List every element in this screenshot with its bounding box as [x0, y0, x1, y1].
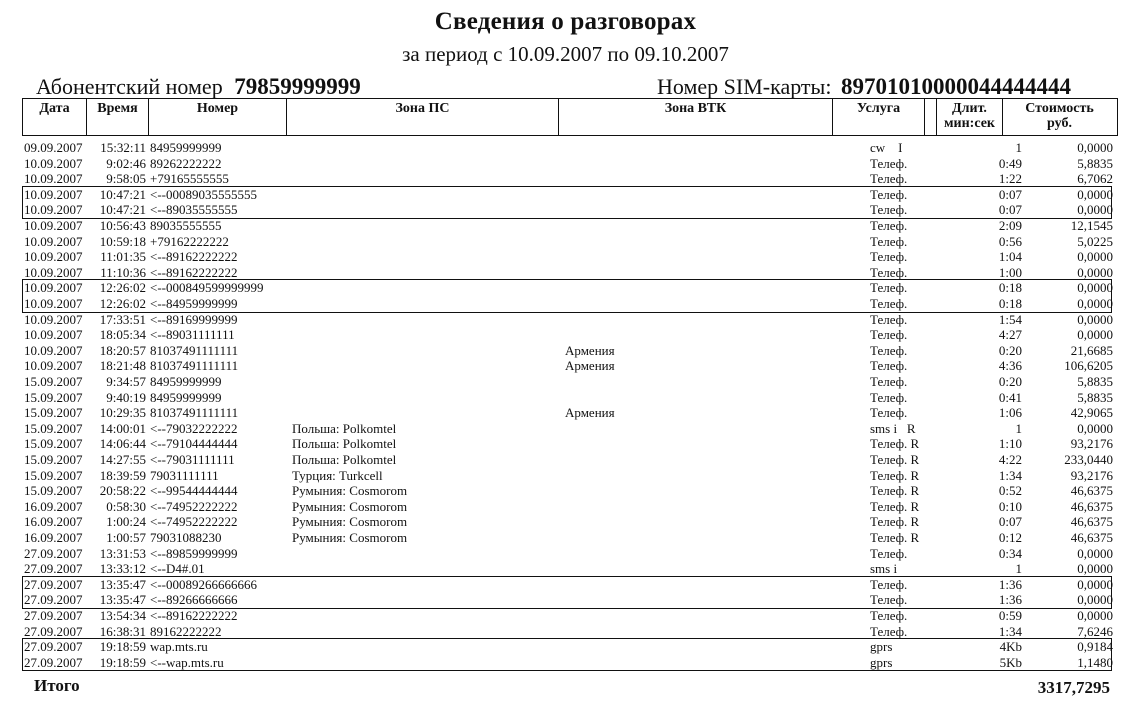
cell-service: cw I [870, 140, 903, 155]
total-amount: 3317,7295 [1037, 678, 1110, 697]
cell-service: Телеф. [870, 545, 908, 561]
cell-time: 13:54:34 [99, 608, 146, 623]
cell-duration: 0:10 [998, 498, 1022, 514]
cell-duration: 2:09 [998, 218, 1022, 233]
cell-zone-vtk: Армения [565, 405, 615, 421]
cell-cost: 6,7062 [1077, 171, 1113, 187]
header-zone-ps: Зона ПС [287, 99, 559, 135]
cell-number: <--89859999999 [150, 545, 238, 561]
cell-cost: 12,1545 [1070, 218, 1113, 233]
table-row [22, 343, 1118, 359]
table-row [22, 374, 1118, 390]
cell-service: Телеф. [870, 186, 908, 202]
cell-time: 9:02:46 [106, 155, 146, 171]
header-cost [1003, 99, 1116, 135]
header-zone-vtk: Зона ВТК [559, 99, 833, 135]
table-row [22, 624, 1118, 640]
cell-duration: 0:07 [998, 186, 1022, 202]
cell-zone-ps: Польша: Polkomtel [292, 420, 397, 436]
cell-cost: 0,0000 [1077, 561, 1113, 577]
cell-time: 1:00:24 [106, 514, 146, 530]
cell-duration: 1:06 [998, 405, 1022, 421]
cell-time: 12:26:02 [99, 296, 146, 311]
cell-date: 15.09.2007 [24, 483, 83, 499]
total-label: Итого [34, 676, 80, 695]
cell-time: 18:05:34 [99, 327, 146, 343]
cell-duration: 0:18 [998, 280, 1022, 296]
cell-duration: 1:36 [998, 592, 1022, 608]
cell-duration: 4Kb [999, 639, 1022, 655]
cell-date: 15.09.2007 [24, 436, 83, 452]
cell-date: 10.09.2007 [24, 264, 83, 280]
cell-cost: 0,0000 [1077, 327, 1113, 343]
table-row [22, 327, 1118, 343]
cell-number: 89162222222 [150, 623, 222, 639]
cell-number: 84959999999 [150, 140, 222, 155]
cell-service: Телеф. R [870, 467, 920, 483]
cell-service: Телеф. [870, 280, 908, 296]
subscriber-label: Абонентский номер [36, 74, 223, 99]
cell-date: 27.09.2007 [24, 561, 83, 577]
cell-time: 10:47:21 [99, 186, 146, 202]
cell-cost: 46,6375 [1070, 530, 1113, 545]
cell-cost: 46,6375 [1070, 514, 1113, 530]
cell-service: Телеф. [870, 218, 908, 233]
cell-cost: 46,6375 [1070, 498, 1113, 514]
cell-cost: 0,0000 [1077, 186, 1113, 202]
cell-number: <--79032222222 [150, 420, 238, 436]
cell-cost: 0,9184 [1077, 639, 1113, 655]
cell-time: 20:58:22 [99, 483, 146, 499]
table-row [22, 561, 1118, 577]
cell-date: 15.09.2007 [24, 389, 83, 405]
header-cost-line2: руб. [1047, 116, 1072, 131]
cell-service: Телеф. [870, 233, 908, 249]
cell-cost: 5,8835 [1077, 374, 1113, 389]
cell-number: <--D4#.01 [150, 561, 205, 577]
cell-time: 10:56:43 [99, 218, 146, 233]
cell-date: 09.09.2007 [24, 140, 83, 155]
table-row [22, 483, 1118, 499]
table-row [22, 156, 1118, 172]
cell-cost: 0,0000 [1077, 249, 1113, 265]
cell-service: Телеф. [870, 374, 908, 389]
header-time: Время [87, 99, 149, 135]
cell-service: Телеф. [870, 264, 908, 280]
cell-time: 0:58:30 [106, 498, 146, 514]
cell-zone-vtk: Армения [565, 358, 615, 374]
cell-cost: 0,0000 [1077, 545, 1113, 561]
table-row [22, 608, 1118, 624]
table-row [22, 358, 1118, 374]
table-row [22, 405, 1118, 421]
cell-date: 10.09.2007 [24, 171, 83, 187]
cell-zone-ps: Польша: Polkomtel [292, 436, 397, 452]
cell-zone-ps: Румыния: Cosmorom [292, 498, 408, 514]
cell-time: 14:06:44 [99, 436, 146, 452]
cell-number: 84959999999 [150, 374, 222, 389]
cell-duration: 1:54 [998, 311, 1022, 327]
cell-date: 10.09.2007 [24, 280, 83, 296]
cell-time: 15:32:11 [100, 140, 146, 155]
cell-time: 19:18:59 [99, 654, 146, 670]
cell-date: 15.09.2007 [24, 405, 83, 421]
cell-duration: 0:56 [998, 233, 1022, 249]
cell-duration: 1:36 [998, 576, 1022, 592]
cell-service: gprs [870, 654, 893, 670]
sim-label: Номер SIM-карты: [657, 74, 832, 99]
table-row [22, 390, 1118, 406]
cell-duration: 4:22 [998, 452, 1022, 467]
cell-date: 15.09.2007 [24, 374, 83, 389]
cell-cost: 0,0000 [1077, 202, 1113, 218]
cell-service: sms i R [870, 420, 916, 436]
cell-cost: 21,6685 [1070, 342, 1113, 358]
cell-cost: 0,0000 [1077, 280, 1113, 296]
cell-date: 16.09.2007 [24, 498, 83, 514]
report-period: за период с 10.09.2007 по 09.10.2007 [402, 42, 729, 66]
cell-number: 84959999999 [150, 389, 222, 405]
cell-number: wap.mts.ru [150, 639, 208, 655]
cell-duration: 4:27 [998, 327, 1022, 343]
cell-service: Телеф. [870, 358, 908, 374]
subscriber-number: 79859999999 [234, 74, 361, 99]
cell-number: <--00089035555555 [150, 186, 257, 202]
table-row [22, 421, 1118, 437]
cell-number: <--89266666666 [150, 592, 238, 608]
cell-cost: 1,1480 [1077, 654, 1113, 670]
cell-zone-ps: Румыния: Cosmorom [292, 514, 408, 530]
cell-cost: 0,0000 [1077, 140, 1113, 155]
cell-time: 13:35:47 [99, 576, 146, 592]
cell-time: 18:39:59 [99, 467, 146, 483]
cell-service: Телеф. [870, 327, 908, 343]
cell-duration: 0:07 [998, 202, 1022, 218]
cell-cost: 42,9065 [1070, 405, 1113, 421]
table-row [22, 546, 1118, 562]
cell-date: 27.09.2007 [24, 654, 83, 670]
cell-date: 10.09.2007 [24, 186, 83, 202]
cell-duration: 0:20 [998, 342, 1022, 358]
cell-cost: 7,6246 [1077, 623, 1113, 639]
header-duration-line2: мин:сек [944, 116, 995, 131]
header-number: Номер [149, 99, 287, 135]
cell-service: Телеф. [870, 311, 908, 327]
row-group-frame [22, 576, 1112, 609]
cell-number: <--99544444444 [150, 483, 238, 499]
cell-service: Телеф. [870, 155, 908, 171]
cell-duration: 0:59 [998, 608, 1022, 623]
cell-time: 14:27:55 [99, 452, 146, 467]
cell-duration: 0:12 [998, 530, 1022, 545]
cell-cost: 5,8835 [1077, 389, 1113, 405]
subscriber-info [36, 74, 361, 100]
cell-service: Телеф. [870, 389, 908, 405]
cell-time: 17:33:51 [99, 311, 146, 327]
cell-duration: 0:18 [998, 296, 1022, 311]
cell-duration: 1 [1015, 140, 1022, 155]
cell-cost: 5,8835 [1077, 155, 1113, 171]
cell-date: 27.09.2007 [24, 608, 83, 623]
cell-number: <--89169999999 [150, 311, 238, 327]
table-row [22, 452, 1118, 468]
cell-duration: 1 [1015, 420, 1022, 436]
cell-cost: 0,0000 [1077, 608, 1113, 623]
table-row [22, 140, 1118, 156]
cell-cost: 0,0000 [1077, 264, 1113, 280]
row-group-frame [22, 186, 1112, 219]
cell-date: 10.09.2007 [24, 233, 83, 249]
cell-cost: 0,0000 [1077, 296, 1113, 311]
cell-number: 89035555555 [150, 218, 222, 233]
cell-number: 81037491111111 [150, 342, 239, 358]
cell-service: Телеф. [870, 608, 908, 623]
cell-number: <--89162222222 [150, 249, 238, 265]
cell-duration: 0:41 [998, 389, 1022, 405]
cell-cost: 0,0000 [1077, 592, 1113, 608]
cell-time: 11:10:36 [100, 264, 146, 280]
sim-info [657, 74, 1071, 100]
cell-zone-ps: Турция: Turkcell [292, 467, 383, 483]
cell-duration: 1:04 [998, 249, 1022, 265]
cell-date: 16.09.2007 [24, 530, 83, 545]
table-row [22, 234, 1118, 250]
cell-number: <--89035555555 [150, 202, 238, 218]
table-row [22, 312, 1118, 328]
cell-date: 27.09.2007 [24, 623, 83, 639]
cell-date: 10.09.2007 [24, 202, 83, 218]
cell-cost: 5,0225 [1077, 233, 1113, 249]
cell-number: <--000849599999999 [150, 280, 264, 296]
cell-service: Телеф. [870, 342, 908, 358]
cell-duration: 4:36 [998, 358, 1022, 374]
cell-time: 14:00:01 [99, 420, 146, 436]
cell-time: 1:00:57 [106, 530, 146, 545]
cell-number: <--79031111111 [150, 452, 235, 467]
cell-date: 10.09.2007 [24, 358, 83, 374]
cell-service: Телеф. R [870, 498, 920, 514]
cell-cost: 93,2176 [1070, 467, 1113, 483]
cell-time: 13:31:53 [99, 545, 146, 561]
cell-number: <--89031111111 [150, 327, 235, 343]
cell-time: 10:59:18 [99, 233, 146, 249]
cell-service: gprs [870, 639, 893, 655]
cell-date: 16.09.2007 [24, 514, 83, 530]
cell-cost: 0,0000 [1077, 576, 1113, 592]
cell-time: 10:47:21 [99, 202, 146, 218]
cell-date: 10.09.2007 [24, 155, 83, 171]
cell-date: 27.09.2007 [24, 545, 83, 561]
table-row [22, 249, 1118, 265]
cell-duration: 1:10 [998, 436, 1022, 452]
cell-date: 15.09.2007 [24, 452, 83, 467]
table-row [22, 514, 1118, 530]
cell-duration: 1:22 [998, 171, 1022, 187]
cell-number: <--79104444444 [150, 436, 238, 452]
cell-zone-vtk: Армения [565, 342, 615, 358]
cell-service: Телеф. [870, 623, 908, 639]
cell-service: Телеф. [870, 576, 908, 592]
cell-zone-ps: Румыния: Cosmorom [292, 530, 408, 545]
cell-cost: 93,2176 [1070, 436, 1113, 452]
cell-service: sms i [870, 561, 898, 577]
cell-zone-ps: Румыния: Cosmorom [292, 483, 408, 499]
cell-time: 10:29:35 [99, 405, 146, 421]
cell-number: 79031111111 [150, 467, 219, 483]
cell-number: <--74952222222 [150, 498, 238, 514]
cell-service: Телеф. R [870, 483, 920, 499]
table-row [22, 265, 1118, 281]
table-row [22, 499, 1118, 515]
cell-time: 11:01:35 [100, 249, 146, 265]
cell-number: 81037491111111 [150, 358, 239, 374]
cell-service: Телеф. [870, 405, 908, 421]
cell-number: +79165555555 [150, 171, 229, 187]
cell-time: 19:18:59 [99, 639, 146, 655]
header-duration-line1: Длит. [952, 101, 987, 116]
cell-time: 16:38:31 [99, 623, 146, 639]
table-header [22, 98, 1118, 136]
cell-time: 9:34:57 [106, 374, 146, 389]
cell-time: 18:20:57 [99, 342, 146, 358]
cell-service: Телеф. [870, 249, 908, 265]
table-row [22, 218, 1118, 234]
cell-time: 12:26:02 [99, 280, 146, 296]
header-service: Услуга [833, 99, 925, 135]
cell-zone-ps: Польша: Polkomtel [292, 452, 397, 467]
cell-number: <--84959999999 [150, 296, 238, 311]
cell-service: Телеф. R [870, 452, 920, 467]
cell-duration: 0:49 [998, 155, 1022, 171]
table-row [22, 171, 1118, 187]
cell-cost: 106,6205 [1064, 358, 1113, 374]
row-group-frame [22, 279, 1112, 312]
cell-date: 10.09.2007 [24, 311, 83, 327]
cell-service: Телеф. R [870, 436, 920, 452]
cell-number: <--00089266666666 [150, 576, 257, 592]
cell-cost: 46,6375 [1070, 483, 1113, 499]
row-group-frame [22, 638, 1112, 671]
cell-date: 27.09.2007 [24, 639, 83, 655]
header-spacer [925, 99, 937, 135]
cell-date: 10.09.2007 [24, 218, 83, 233]
cell-duration: 0:20 [998, 374, 1022, 389]
cell-date: 10.09.2007 [24, 327, 83, 343]
cell-number: <--89162222222 [150, 608, 238, 623]
cell-service: Телеф. R [870, 514, 920, 530]
table-row [22, 530, 1118, 546]
header-date: Дата [23, 99, 87, 135]
cell-duration: 1:34 [998, 623, 1022, 639]
cell-time: 9:40:19 [106, 389, 146, 405]
header-cost-line1: Стоимость [1025, 101, 1094, 116]
table-row [22, 468, 1118, 484]
cell-service: Телеф. [870, 296, 908, 311]
cell-date: 10.09.2007 [24, 249, 83, 265]
cell-number: 89262222222 [150, 155, 222, 171]
sim-number: 89701010000044444444 [840, 74, 1071, 99]
cell-cost: 0,0000 [1077, 420, 1113, 436]
cell-duration: 1:00 [998, 264, 1022, 280]
cell-service: Телеф. [870, 202, 908, 218]
cell-date: 15.09.2007 [24, 467, 83, 483]
cell-date: 27.09.2007 [24, 592, 83, 608]
cell-number: <--89162222222 [150, 264, 238, 280]
cell-date: 10.09.2007 [24, 296, 83, 311]
cell-time: 18:21:48 [99, 358, 146, 374]
header-duration [937, 99, 1003, 135]
cell-time: 13:33:12 [99, 561, 146, 577]
cell-number: +79162222222 [150, 233, 229, 249]
document-title: Сведения о разговорах [434, 8, 697, 35]
cell-service: Телеф. [870, 171, 908, 187]
cell-number: 81037491111111 [150, 405, 239, 421]
cell-time: 9:58:05 [106, 171, 146, 187]
cell-date: 27.09.2007 [24, 576, 83, 592]
cell-date: 15.09.2007 [24, 420, 83, 436]
cell-cost: 0,0000 [1077, 311, 1113, 327]
cell-duration: 1 [1015, 561, 1022, 577]
cell-time: 13:35:47 [99, 592, 146, 608]
cell-duration: 1:34 [998, 467, 1022, 483]
cell-service: Телеф. [870, 592, 908, 608]
cell-duration: 0:52 [998, 483, 1022, 499]
cell-duration: 5Kb [999, 654, 1022, 670]
cell-number: <--wap.mts.ru [150, 654, 224, 670]
cell-duration: 0:34 [998, 545, 1022, 561]
table-row [22, 436, 1118, 452]
cell-number: 79031088230 [150, 530, 222, 545]
cell-cost: 233,0440 [1064, 452, 1113, 467]
cell-duration: 0:07 [998, 514, 1022, 530]
cell-service: Телеф. R [870, 530, 920, 545]
cell-number: <--74952222222 [150, 514, 238, 530]
cell-date: 10.09.2007 [24, 342, 83, 358]
